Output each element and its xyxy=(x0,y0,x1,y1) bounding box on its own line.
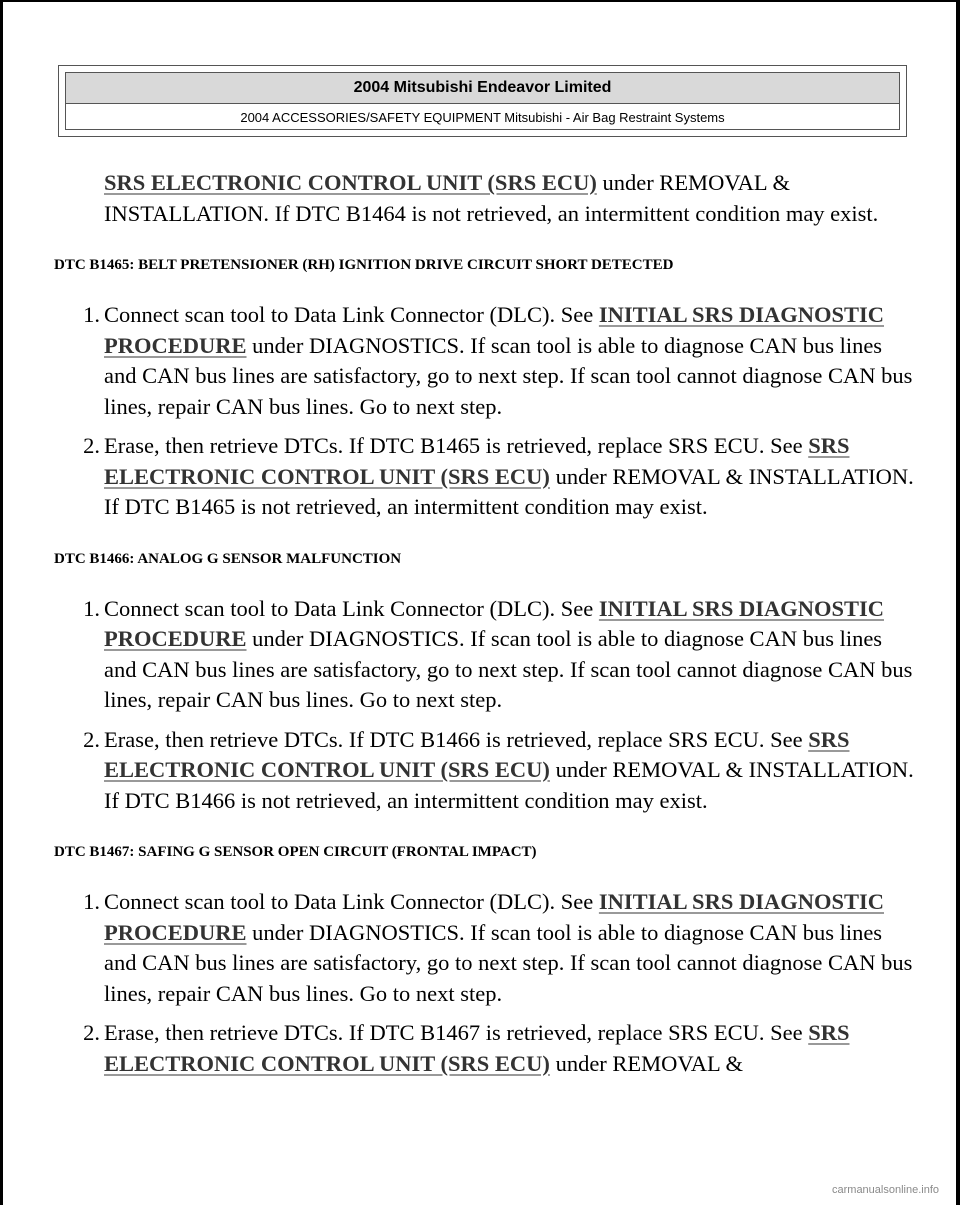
section-heading-b1465: DTC B1465: BELT PRETENSIONER (RH) IGNITION DRIVE CIRCUIT SHORT DETECTED xyxy=(54,257,674,273)
step-item xyxy=(54,431,914,523)
steps-b1467 xyxy=(54,887,914,1079)
link-srs-ecu[interactable]: SRS ELECTRONIC CONTROL UNIT (SRS ECU) xyxy=(104,433,850,489)
step-text: under REMOVAL & INSTALLATION. If DTC B1465 is not retrieved, an intermittent condition may exist. xyxy=(104,463,914,519)
step-number: 1. xyxy=(83,889,100,914)
step-number: 2. xyxy=(83,726,100,752)
intro-text: under REMOVAL & INSTALLATION. If DTC B1464 is not retrieved, an intermittent condition may exist. xyxy=(104,170,879,226)
link-initial-srs-diagnostic-procedure[interactable]: INITIAL SRS DIAGNOSTIC PROCEDURE xyxy=(104,302,884,358)
step-number: 2. xyxy=(83,433,100,458)
step-item xyxy=(54,1018,914,1079)
intro-paragraph xyxy=(104,168,914,229)
step-text: Erase, then retrieve DTCs. If DTC B1467 is retrieved, replace SRS ECU. See xyxy=(104,1020,809,1045)
section-heading-b1467: DTC B1467: SAFING G SENSOR OPEN CIRCUIT (FRONTAL IMPACT) xyxy=(54,844,537,860)
step-text: Connect scan tool to Data Link Connector (DLC). See xyxy=(104,302,599,327)
step-item xyxy=(54,725,914,817)
header-box xyxy=(65,72,900,130)
steps-b1466 xyxy=(54,594,914,817)
section-heading-b1466: DTC B1466: ANALOG G SENSOR MALFUNCTION xyxy=(54,550,402,567)
header-subtitle: 2004 ACCESSORIES/SAFETY EQUIPMENT Mitsubishi - Air Bag Restraint Systems xyxy=(240,110,725,125)
step-item xyxy=(54,300,914,422)
step-number: 2. xyxy=(83,1020,100,1045)
steps-b1465 xyxy=(54,300,914,523)
step-text: Erase, then retrieve DTCs. If DTC B1465 is retrieved, replace SRS ECU. See xyxy=(104,433,809,458)
header-title: 2004 Mitsubishi Endeavor Limited xyxy=(66,73,899,104)
step-text: Connect scan tool to Data Link Connector (DLC). See xyxy=(104,595,599,621)
step-text: under DIAGNOSTICS. If scan tool is able to diagnose CAN bus lines and CAN bus lines are satisfactory, go to next step. If scan tool cannot diagnose CAN bus lines, repair CAN bus lines. Go to next step. xyxy=(104,626,913,712)
step-text: under DIAGNOSTICS. If scan tool is able to diagnose CAN bus lines and CAN bus lines are satisfactory, go to next step. If scan tool cannot diagnose CAN bus lines, repair CAN bus lines. Go to next step. xyxy=(104,919,913,1006)
link-srs-ecu[interactable]: SRS ELECTRONIC CONTROL UNIT (SRS ECU) xyxy=(104,726,850,782)
link-srs-ecu[interactable]: SRS ELECTRONIC CONTROL UNIT (SRS ECU) xyxy=(104,170,597,195)
step-item xyxy=(54,594,914,716)
step-text: under REMOVAL & INSTALLATION. If DTC B1466 is not retrieved, an intermittent condition may exist. xyxy=(104,757,914,813)
link-srs-ecu[interactable]: SRS ELECTRONIC CONTROL UNIT (SRS ECU) xyxy=(104,1020,850,1076)
document-header xyxy=(58,65,907,137)
watermark-text: carmanualsonline.info xyxy=(832,1184,940,1196)
link-initial-srs-diagnostic-procedure[interactable]: INITIAL SRS DIAGNOSTIC PROCEDURE xyxy=(104,595,884,651)
step-text: under REMOVAL & xyxy=(549,1050,744,1076)
step-number: 1. xyxy=(83,595,100,621)
step-text: under DIAGNOSTICS. If scan tool is able to diagnose CAN bus lines and CAN bus lines are satisfactory, go to next step. If scan tool cannot diagnose CAN bus lines, repair CAN bus lines. Go to next step. xyxy=(104,332,913,419)
step-text: Connect scan tool to Data Link Connector (DLC). See xyxy=(104,889,599,914)
step-text: Erase, then retrieve DTCs. If DTC B1466 is retrieved, replace SRS ECU. See xyxy=(104,726,809,752)
link-initial-srs-diagnostic-procedure[interactable]: INITIAL SRS DIAGNOSTIC PROCEDURE xyxy=(104,889,884,945)
step-number: 1. xyxy=(83,302,100,327)
document-body xyxy=(54,168,914,1088)
step-item xyxy=(54,887,914,1009)
